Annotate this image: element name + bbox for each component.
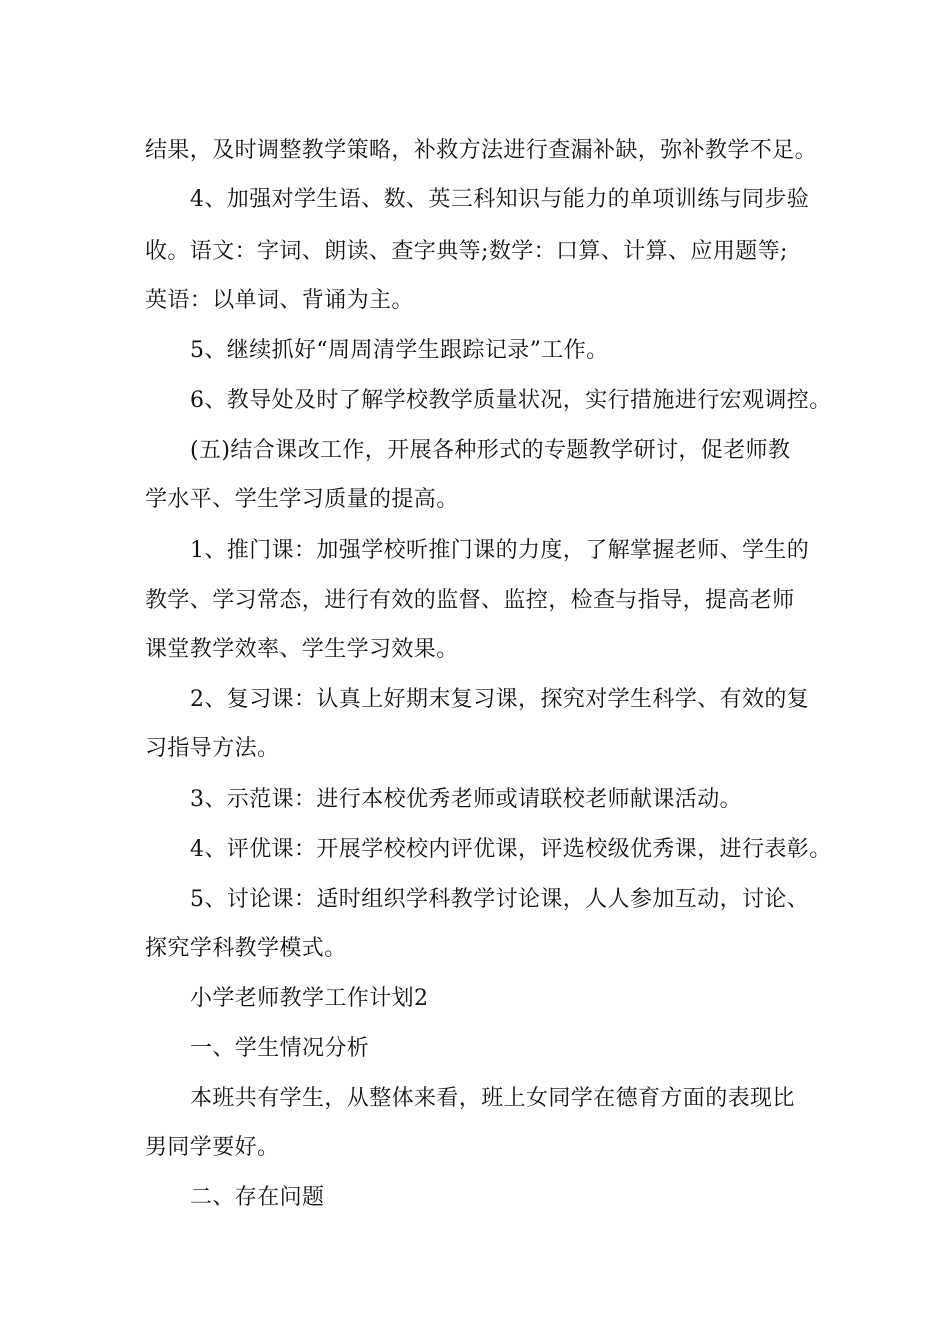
paragraph-line: 课堂教学效率、学生学习效果。 bbox=[145, 637, 459, 662]
paragraph-line: 本班共有学生，从整体来看，班上女同学在德育方面的表现比 bbox=[190, 1086, 795, 1111]
paragraph-line: (五)结合课改工作，开展各种形式的专题教学研讨，促老师教 bbox=[190, 438, 791, 463]
paragraph-line: 英语：以单词、背诵为主。 bbox=[145, 288, 414, 313]
paragraph-line: 2、复习课：认真上好期末复习课，探究对学生科学、有效的复 bbox=[190, 687, 810, 712]
paragraph-line: 习指导方法。 bbox=[145, 736, 280, 761]
paragraph-line: 6、教导处及时了解学校教学质量状况，实行措施进行宏观调控。 bbox=[190, 388, 832, 413]
paragraph-line: 男同学要好。 bbox=[145, 1135, 280, 1160]
paragraph-line: 结果，及时调整教学策略，补救方法进行查漏补缺，弥补教学不足。 bbox=[145, 138, 818, 163]
section-title: 小学老师教学工作计划2 bbox=[190, 986, 429, 1011]
paragraph-line: 3、示范课：进行本校优秀老师或请联校老师献课活动。 bbox=[190, 787, 742, 812]
paragraph-line: 5、继续抓好“周周清学生跟踪记录”工作。 bbox=[190, 338, 609, 363]
paragraph-line: 收。语文：字词、朗读、查字典等;数学：口算、计算、应用题等; bbox=[145, 239, 788, 264]
section-heading: 二、存在问题 bbox=[190, 1185, 325, 1210]
paragraph-line: 4、评优课：开展学校校内评优课，评选校级优秀课，进行表彰。 bbox=[190, 837, 832, 862]
section-heading: 一、学生情况分析 bbox=[190, 1036, 370, 1061]
paragraph-line: 学水平、学生学习质量的提高。 bbox=[145, 487, 459, 512]
paragraph-line: 1、推门课：加强学校听推门课的力度，了解掌握老师、学生的 bbox=[190, 538, 810, 563]
paragraph-line: 5、讨论课：适时组织学科教学讨论课，人人参加互动，讨论、 bbox=[190, 887, 810, 912]
paragraph-line: 4、加强对学生语、数、英三科知识与能力的单项训练与同步验 bbox=[190, 187, 810, 212]
paragraph-line: 探究学科教学模式。 bbox=[145, 936, 347, 961]
paragraph-line: 教学、学习常态，进行有效的监督、监控，检查与指导，提高老师 bbox=[145, 588, 795, 613]
